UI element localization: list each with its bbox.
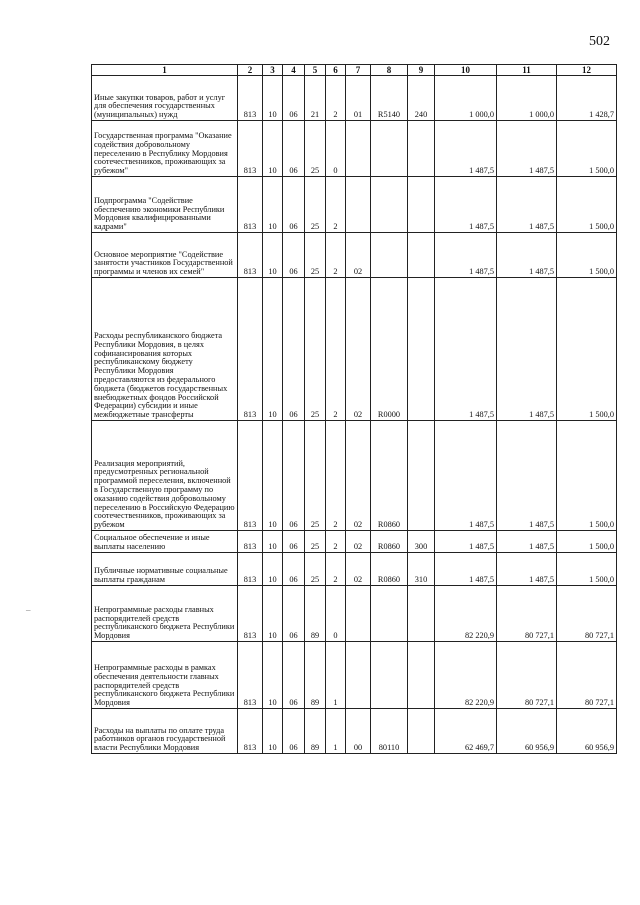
row-name-cell: Реализация мероприятий, предусмотренных региональной программой переселения, включенной в Государственную программу по оказанию содействия добровольному переселению в Российскую Федерацию соотечественников, проживающих за рубежом [92,421,238,531]
table-row [92,553,617,586]
amount-cell: 1 487,5 [497,278,557,421]
amount-cell: 1 428,7 [557,76,617,121]
code-cell: R0860 [371,421,408,531]
amount-cell: 1 500,0 [557,121,617,177]
code-cell: 2 [326,76,346,121]
code-cell [371,642,408,709]
row-name-cell: Социальное обеспечение и иные выплаты населению [92,531,238,553]
code-cell [408,642,435,709]
code-cell: 813 [238,121,263,177]
column-header: 3 [263,65,283,76]
amount-cell: 1 487,5 [497,177,557,233]
amount-cell: 1 487,5 [497,421,557,531]
amount-cell: 62 469,7 [435,709,497,754]
code-cell: 2 [326,531,346,553]
code-cell: 10 [263,278,283,421]
code-cell: 10 [263,586,283,642]
code-cell: 300 [408,531,435,553]
code-cell [408,233,435,278]
code-cell: 2 [326,553,346,586]
amount-cell: 1 500,0 [557,177,617,233]
amount-cell: 1 500,0 [557,278,617,421]
table-row [92,586,617,642]
amount-cell: 1 487,5 [435,177,497,233]
amount-cell: 1 500,0 [557,531,617,553]
code-cell: 06 [283,177,305,233]
column-header: 8 [371,65,408,76]
code-cell: 02 [346,278,371,421]
code-cell: 813 [238,233,263,278]
code-cell: 10 [263,233,283,278]
code-cell: 10 [263,421,283,531]
code-cell [346,121,371,177]
row-name-cell: Государственная программа "Оказание содействия добровольному переселению в Республику Мордовия соотечественников, проживающих за рубежом" [92,121,238,177]
table-row [92,709,617,754]
code-cell [408,121,435,177]
column-header: 6 [326,65,346,76]
code-cell: 10 [263,531,283,553]
code-cell: 10 [263,553,283,586]
code-cell [371,586,408,642]
code-cell: 25 [305,121,326,177]
code-cell [408,278,435,421]
code-cell: 10 [263,709,283,754]
code-cell: 06 [283,421,305,531]
code-cell: 02 [346,531,371,553]
code-cell [346,586,371,642]
code-cell: 2 [326,177,346,233]
code-cell: R0000 [371,278,408,421]
column-header: 7 [346,65,371,76]
code-cell [408,586,435,642]
code-cell: 10 [263,642,283,709]
column-header: 4 [283,65,305,76]
code-cell: 89 [305,642,326,709]
amount-cell: 1 487,5 [497,233,557,278]
amount-cell: 1 500,0 [557,421,617,531]
row-name-cell: Подпрограмма "Содействие обеспечению экономики Республики Мордовия квалифицированными кадрами" [92,177,238,233]
code-cell [346,177,371,233]
amount-cell: 60 956,9 [557,709,617,754]
code-cell: R0860 [371,553,408,586]
code-cell: 06 [283,531,305,553]
code-cell [371,121,408,177]
code-cell: 02 [346,421,371,531]
code-cell: 06 [283,553,305,586]
margin-mark: – [26,605,31,615]
code-cell: 06 [283,586,305,642]
table-row [92,121,617,177]
code-cell: 10 [263,76,283,121]
table-row [92,76,617,121]
code-cell: 89 [305,709,326,754]
code-cell: 21 [305,76,326,121]
column-header: 10 [435,65,497,76]
code-cell: 10 [263,121,283,177]
column-header: 11 [497,65,557,76]
code-cell: 0 [326,121,346,177]
code-cell: 01 [346,76,371,121]
code-cell: 25 [305,553,326,586]
column-header: 12 [557,65,617,76]
code-cell: 25 [305,278,326,421]
code-cell: 813 [238,278,263,421]
table-header [92,65,617,76]
column-header: 9 [408,65,435,76]
code-cell: 813 [238,642,263,709]
table-row [92,177,617,233]
code-cell: 1 [326,642,346,709]
code-cell: R0860 [371,531,408,553]
amount-cell: 1 487,5 [497,553,557,586]
code-cell: 02 [346,233,371,278]
code-cell: 06 [283,121,305,177]
amount-cell: 80 727,1 [497,642,557,709]
code-cell: 10 [263,177,283,233]
column-header: 2 [238,65,263,76]
code-cell: 813 [238,421,263,531]
code-cell: 02 [346,553,371,586]
code-cell: 2 [326,233,346,278]
amount-cell: 80 727,1 [557,642,617,709]
code-cell: 813 [238,586,263,642]
row-name-cell: Непрограммные расходы главных распорядителей средств республиканского бюджета Республики Мордовия [92,586,238,642]
budget-table [91,64,617,754]
amount-cell: 1 000,0 [497,76,557,121]
table-row [92,233,617,278]
page-number: 502 [589,34,610,49]
amount-cell: 80 727,1 [557,586,617,642]
table-row [92,642,617,709]
amount-cell: 1 487,5 [435,421,497,531]
row-name-cell: Расходы на выплаты по оплате труда работников органов государственной власти Республики Мордовия [92,709,238,754]
table-body [92,76,617,754]
code-cell: 80110 [371,709,408,754]
code-cell [371,177,408,233]
row-name-cell: Иные закупки товаров, работ и услуг для обеспечения государственных (муниципальных) нужд [92,76,238,121]
row-name-cell: Непрограммные расходы в рамках обеспечения деятельности главных распорядителей средств республиканского бюджета Республики Мордовия [92,642,238,709]
amount-cell: 1 487,5 [435,121,497,177]
code-cell: 2 [326,421,346,531]
code-cell: 25 [305,531,326,553]
code-cell: 0 [326,586,346,642]
code-cell: 06 [283,76,305,121]
amount-cell: 80 727,1 [497,586,557,642]
code-cell: 240 [408,76,435,121]
amount-cell: 82 220,9 [435,586,497,642]
code-cell: 2 [326,278,346,421]
code-cell: 25 [305,177,326,233]
amount-cell: 1 487,5 [435,531,497,553]
amount-cell: 1 500,0 [557,233,617,278]
row-name-cell: Основное мероприятие "Содействие занятости участников Государственной программы и членов их семей" [92,233,238,278]
code-cell: 06 [283,709,305,754]
code-cell: 1 [326,709,346,754]
code-cell: 813 [238,553,263,586]
header-row [92,65,617,76]
amount-cell: 60 956,9 [497,709,557,754]
code-cell: 813 [238,177,263,233]
code-cell: 89 [305,586,326,642]
code-cell: 813 [238,531,263,553]
table-row [92,278,617,421]
amount-cell: 1 487,5 [497,531,557,553]
code-cell: 25 [305,233,326,278]
table-row [92,531,617,553]
code-cell: R5140 [371,76,408,121]
amount-cell: 1 487,5 [497,121,557,177]
row-name-cell: Публичные нормативные социальные выплаты гражданам [92,553,238,586]
code-cell: 813 [238,76,263,121]
column-header: 5 [305,65,326,76]
code-cell: 813 [238,709,263,754]
amount-cell: 82 220,9 [435,642,497,709]
amount-cell: 1 487,5 [435,553,497,586]
code-cell: 00 [346,709,371,754]
code-cell [408,421,435,531]
row-name-cell: Расходы республиканского бюджета Республики Мордовия, в целях софинансирования которых республиканскому бюджету Республики Мордовия предоставляются из федерального бюджета (бюджетов государственных внебюджетных фондов Российской Федерации) субсидии и иные межбюджетные трансферты [92,278,238,421]
table-row [92,421,617,531]
amount-cell: 1 500,0 [557,553,617,586]
code-cell: 310 [408,553,435,586]
code-cell: 25 [305,421,326,531]
column-header: 1 [92,65,238,76]
code-cell: 06 [283,233,305,278]
code-cell [408,177,435,233]
code-cell [408,709,435,754]
code-cell [346,642,371,709]
code-cell: 06 [283,278,305,421]
amount-cell: 1 487,5 [435,278,497,421]
code-cell: 06 [283,642,305,709]
amount-cell: 1 487,5 [435,233,497,278]
amount-cell: 1 000,0 [435,76,497,121]
code-cell [371,233,408,278]
